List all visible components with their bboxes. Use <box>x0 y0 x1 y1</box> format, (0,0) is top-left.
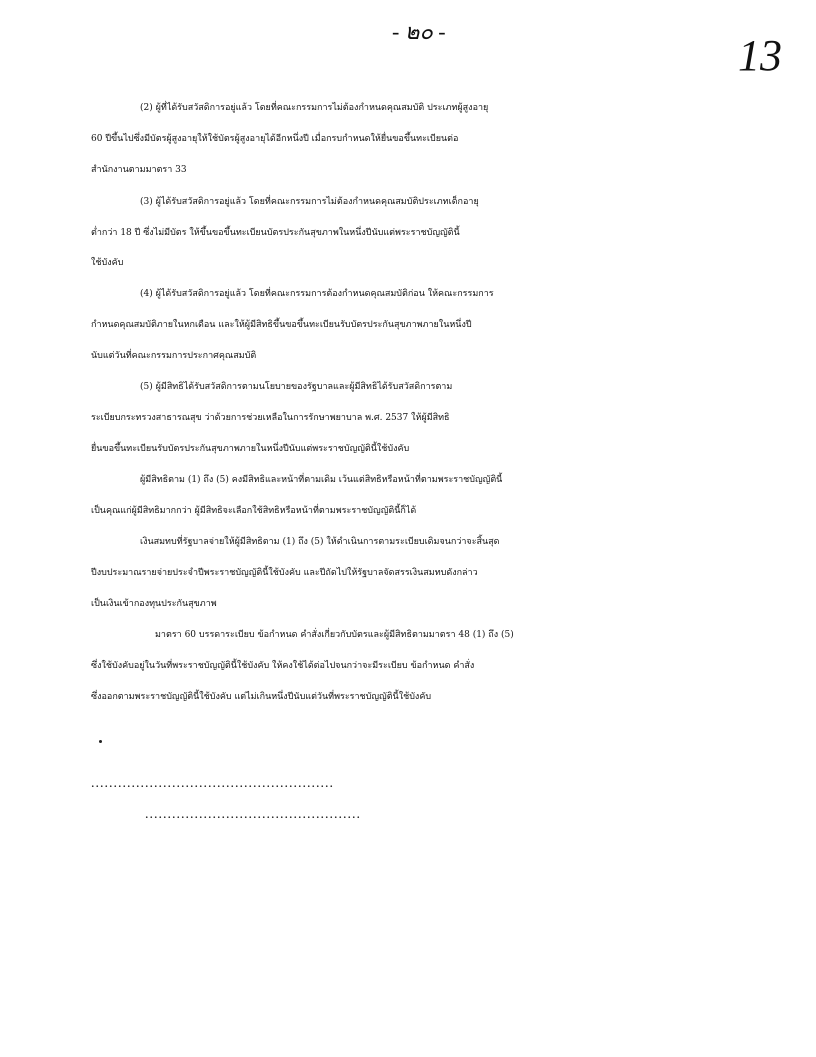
paragraph-line: ยื่นขอขึ้นทะเบียนรับบัตรประกันสุขภาพภายในหนึ่งปีนับแต่พระราชบัญญัตินี้ใช้บังคับ <box>91 444 410 454</box>
paragraph-line: (3) ผู้ได้รับสวัสดิการอยู่แล้ว โดยที่คณะกรรมการไม่ต้องกำหนดคุณสมบัติประเภทเด็กอายุ <box>140 197 479 207</box>
paragraph-line: มาตรา 60 บรรดาระเบียบ ข้อกำหนด คำสั่งเกี่ยวกับบัตรและผู้มีสิทธิตามมาตรา 48 (1) ถึง (5) <box>155 630 514 640</box>
signature-dotted-line: ...................................................... <box>91 776 334 791</box>
signature-dotted-line: ................................................ <box>145 807 361 822</box>
paragraph-line: เงินสมทบที่รัฐบาลจ่ายให้ผู้มีสิทธิตาม (1) ถึง (5) ให้ดำเนินการตามระเบียบเดิมจนกว่าจะสิ้นสุด <box>140 537 500 547</box>
paragraph-line: (5) ผู้มีสิทธิได้รับสวัสดิการตามนโยบายของรัฐบาลและผู้มีสิทธิได้รับสวัสดิการตาม <box>140 382 453 392</box>
paragraph-line: เป็นคุณแก่ผู้มีสิทธิมากกว่า ผู้มีสิทธิจะเลือกใช้สิทธิหรือหน้าที่ตามพระราชบัญญัตินี้ก็ได้ <box>91 506 417 516</box>
paragraph-line: ต่ำกว่า 18 ปี ซึ่งไม่มีบัตร ให้ขึ้นขอขึ้นทะเบียนบัตรประกันสุขภาพในหนึ่งปีนับแต่พระราชบัญญัตินี้ <box>91 228 460 238</box>
paragraph-line: ระเบียบกระทรวงสาธารณสุข ว่าด้วยการช่วยเหลือในการรักษาพยาบาล พ.ศ. 2537 ให้ผู้มีสิทธิ <box>91 413 450 423</box>
handwritten-page-number: 13 <box>738 31 782 80</box>
paragraph-line: สำนักงานตามมาตรา 33 <box>91 165 187 175</box>
paragraph-line: ซึ่งออกตามพระราชบัญญัตินี้ใช้บังคับ แต่ไม่เกินหนึ่งปีนับแต่วันที่พระราชบัญญัตินี้ใช้บังคับ <box>91 692 432 702</box>
paragraph-line: (4) ผู้ได้รับสวัสดิการอยู่แล้ว โดยที่คณะกรรมการต้องกำหนดคุณสมบัติก่อน ให้คณะกรรมการ <box>140 289 494 299</box>
paragraph-line: (2) ผู้ที่ได้รับสวัสดิการอยู่แล้ว โดยที่คณะกรรมการไม่ต้องกำหนดคุณสมบัติ ประเภทผู้สูงอายุ <box>140 103 489 113</box>
paragraph-line: กำหนดคุณสมบัติภายในหกเดือน และให้ผู้มีสิทธิขึ้นขอขึ้นทะเบียนรับบัตรประกันสุขภาพภายในหนึ่งปี <box>91 320 472 330</box>
paragraph-line: ใช้บังคับ <box>91 258 124 268</box>
paragraph-line: ผู้มีสิทธิตาม (1) ถึง (5) คงมีสิทธิและหน้าที่ตามเดิม เว้นแต่สิทธิหรือหน้าที่ตามพระราชบัญญัตินี้ <box>140 475 503 485</box>
paragraph-line: ซึ่งใช้บังคับอยู่ในวันที่พระราชบัญญัตินี้ใช้บังคับ ให้คงใช้ได้ต่อไปจนกว่าจะมีระเบียบ ข้อกำหนด คำสั่ง <box>91 661 475 671</box>
paragraph-line: เป็นเงินเข้ากองทุนประกันสุขภาพ <box>91 599 217 609</box>
page-number: - ๒๐ - <box>392 19 446 44</box>
paragraph-line: นับแต่วันที่คณะกรรมการประกาศคุณสมบัติ <box>91 351 257 361</box>
paragraph-line: ปีงบประมาณรายจ่ายประจำปีพระราชบัญญัตินี้ใช้บังคับ และปีถัดไปให้รัฐบาลจัดสรรเงินสมทบดังกล่าว <box>91 568 478 578</box>
ink-speck <box>99 740 102 743</box>
paragraph-line: 60 ปีขึ้นไปซึ่งมีบัตรผู้สูงอายุให้ใช้บัตรผู้สูงอายุได้อีกหนึ่งปี เมื่อกรบกำหนดให้ยื่นขอขึ้นทะเบียนต่อ <box>91 134 459 144</box>
